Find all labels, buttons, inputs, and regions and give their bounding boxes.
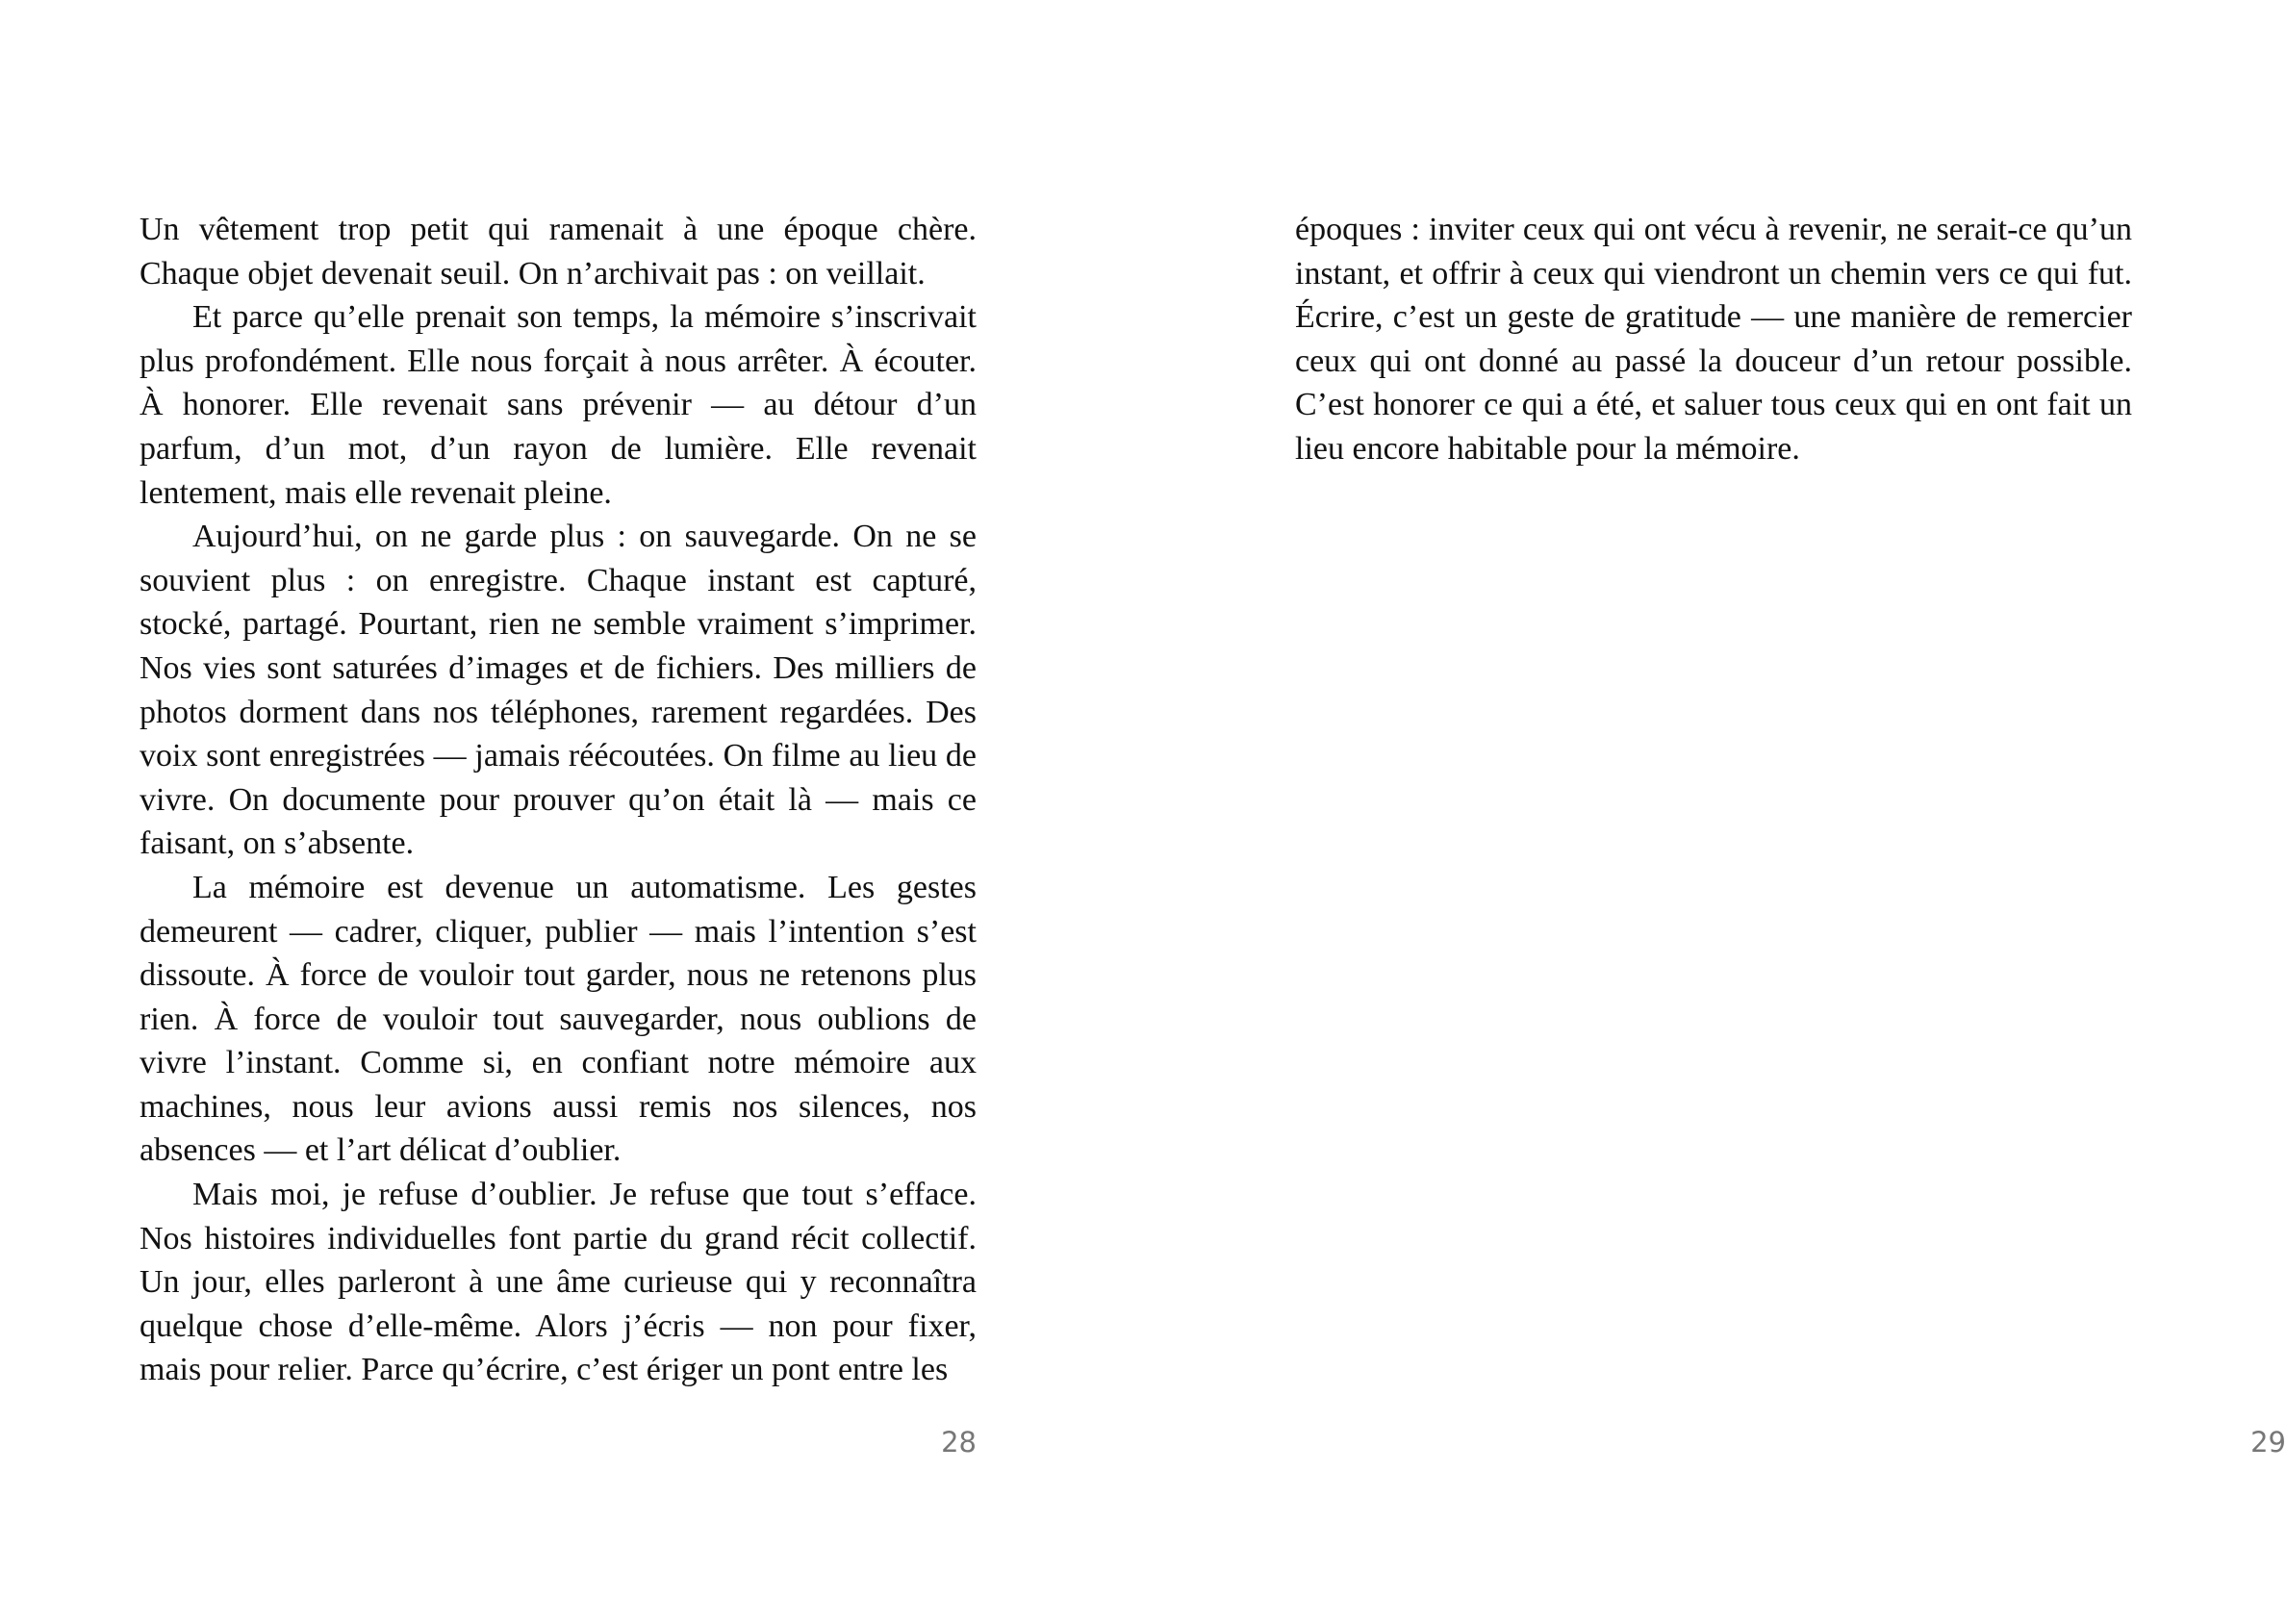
paragraph: Aujourd’hui, on ne garde plus : on sauvegarde. On ne se souvient plus : on enregistre. Chaque instant est capturé, stocké, partagé. Pourtant, rien ne semble vraiment s’imprimer. Nos vies sont saturées d’images et de fichiers. Des milliers de photos dorment dans nos téléphones, rarement regardées. Des voix sont enregistrées — jamais réécoutées. On filme au lieu de vivre. On documente pour prouver qu’on était là — mais ce faisant, on s’absente. (140, 519, 977, 862)
page-number-left: 28 (941, 1426, 977, 1459)
right-page-text (1295, 208, 2132, 471)
left-page-text (140, 208, 977, 1392)
paragraph: Et parce qu’elle prenait son temps, la mémoire s’inscrivait plus profondément. Elle nous forçait à nous arrêter. À écouter. À honorer. Elle revenait sans prévenir — au détour d’un parfum, d’un mot, d’un rayon de lumière. Elle revenait lentement, mais elle revenait pleine. (140, 299, 977, 511)
paragraph: La mémoire est devenue un automatisme. Les gestes demeurent — cadrer, cliquer, publier — mais l’intention s’est dissoute. À force de vouloir tout garder, nous ne retenons plus rien. À force de vouloir tout sauvegarder, nous oublions de vivre l’instant. Comme si, en confiant notre mémoire aux machines, nous leur avions aussi remis nos silences, nos absences — et l’art délicat d’oublier. (140, 869, 977, 1169)
right-page (1126, 0, 2286, 1624)
left-page (0, 0, 1126, 1624)
paragraph: Mais moi, je refuse d’oublier. Je refuse que tout s’efface. Nos histoires individuelles font partie du grand récit collectif. Un jour, elles parleront à une âme curieuse qui y reconnaîtra quelque chose d’elle-même. Alors j’écris — non pour fixer, mais pour relier. Parce qu’écrire, c’est ériger un pont entre les (140, 1177, 977, 1388)
paragraph: époques : inviter ceux qui ont vécu à revenir, ne serait-ce qu’un instant, et offrir à ceux qui viendront un chemin vers ce qui fut. Écrire, c’est un geste de gratitude — une manière de remercier ceux qui ont donné au passé la douceur d’un retour possible. C’est honorer ce qui a été, et saluer tous ceux qui en ont fait un lieu encore habitable pour la mémoire. (1295, 212, 2132, 467)
paragraph: Un vêtement trop petit qui ramenait à une époque chère. Chaque objet devenait seuil. On n’archivait pas : on veillait. (140, 212, 977, 292)
page-number-right: 29 (2250, 1426, 2286, 1459)
